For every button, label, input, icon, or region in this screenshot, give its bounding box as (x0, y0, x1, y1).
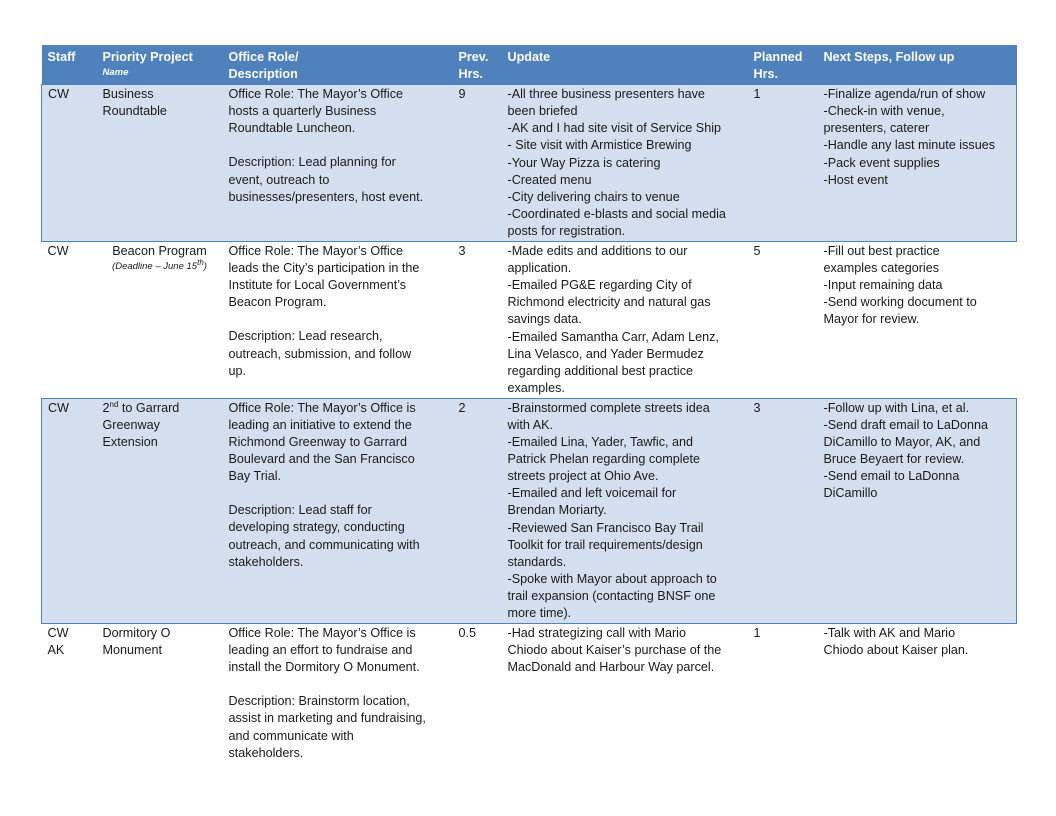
priority-projects-table (41, 45, 1017, 763)
header-project-subtitle: Name (102, 67, 129, 79)
cell-planned-hrs: 5 (753, 244, 761, 259)
table-row-business-roundtable (42, 85, 1017, 242)
cell-next-steps: -Finalize agenda/run of show -Check-in with venue, presenters, caterer -Handle any last minute issues -Pack event supplies -Host event (818, 85, 1017, 242)
cell-prev-hrs: 9 (453, 85, 502, 242)
header-project-title: Priority Project (102, 50, 193, 64)
cell-office-role: Office Role: The Mayor’s Office leads the City’s participation in the Institute for Local Government’s Beacon Program. Description: Lead research, outreach, submission, and follow up. (228, 244, 420, 378)
cell-update: -All three business presenters have been briefed -AK and I had site visit of Service Ship - Site visit with Armistice Brewing -Your Way Pizza is catering -Created menu -City delivering chairs to venue -Coordinated e-blasts and social media posts for registration. (502, 85, 748, 242)
cell-project: 2nd to Garrard Greenway Extension (97, 398, 223, 623)
cell-planned-hrs: 1 (748, 85, 818, 242)
header-update: Update (502, 46, 748, 85)
header-planned-hrs: Planned Hrs. (748, 46, 818, 85)
cell-staff: CW (42, 85, 97, 242)
table-header-row (42, 46, 1017, 85)
header-next-steps: Next Steps, Follow up (818, 46, 1017, 85)
table-row-dormitory-o-monument (42, 624, 1017, 763)
cell-update: -Had strategizing call with Mario Chiodo about Kaiser’s purchase of the MacDonald and Harbour Way parcel. (507, 626, 722, 675)
cell-planned-hrs: 3 (748, 398, 818, 623)
cell-project: Dormitory O Monument (102, 626, 171, 658)
header-staff: Staff (42, 46, 97, 85)
cell-staff: CW (42, 398, 97, 623)
cell-next-steps: -Talk with AK and Mario Chiodo about Kaiser plan. (823, 626, 969, 658)
cell-prev-hrs: 0.5 (458, 626, 477, 641)
cell-update: -Made edits and additions to our application. -Emailed PG&E regarding City of Richmond electricity and natural gas savings data. -Emailed Samantha Carr, Adam Lenz, Lina Velasco, and Yader Bermudez regarding additional best practice examples. (507, 244, 719, 395)
cell-next-steps: -Follow up with Lina, et al. -Send draft email to LaDonna DiCamillo to Mayor, AK, and Bruce Beyaert for review. -Send email to LaDonna DiCamillo (818, 398, 1017, 623)
cell-office-role: Office Role: The Mayor’s Office is leading an effort to fundraise and install the Dormitory O Monument. Description: Brainstorm location, assist in marketing and fundraising, and communicate with stakeholders. (228, 626, 426, 760)
cell-planned-hrs: 1 (753, 626, 761, 641)
cell-project: Beacon Program (Deadline – June 15th) (97, 242, 223, 399)
cell-office-role: Office Role: The Mayor’s Office hosts a quarterly Business Roundtable Luncheon. Description: Lead planning for event, outreach to businesses/presenters, host event. (223, 85, 453, 242)
table-row-beacon-program (42, 242, 1017, 399)
cell-staff: CW (47, 244, 69, 259)
cell-prev-hrs: 3 (458, 244, 466, 259)
project-deadline: (Deadline – June 15th) (112, 257, 207, 273)
cell-office-role: Office Role: The Mayor’s Office is leading an initiative to extend the Richmond Greenway to Garrard Boulevard and the San Francisco Bay Trial. Description: Lead staff for developing strategy, conducting outreach, and communicating with stakeholders. (223, 398, 453, 623)
cell-project: Business Roundtable (97, 85, 223, 242)
cell-next-steps: -Fill out best practice examples categories -Input remaining data -Send working document to Mayor for review. (823, 244, 977, 327)
table-row-garrard-greenway (42, 398, 1017, 623)
cell-prev-hrs: 2 (453, 398, 502, 623)
header-prev-hrs: Prev. Hrs. (453, 46, 502, 85)
header-office-role: Office Role/ Description (223, 46, 453, 85)
header-priority-project (97, 46, 223, 85)
cell-staff: CW AK (47, 626, 69, 658)
cell-update: -Brainstormed complete streets idea with AK. -Emailed Lina, Yader, Tawfic, and Patrick Phelan regarding complete streets project at Ohio Ave. -Emailed and left voicemail for Brendan Moriarty. -Reviewed San Francisco Bay Trail Toolkit for trail requirements/design standards. -Spoke with Mayor about approach to trail expansion (contacting BNSF one more time). (502, 398, 748, 623)
